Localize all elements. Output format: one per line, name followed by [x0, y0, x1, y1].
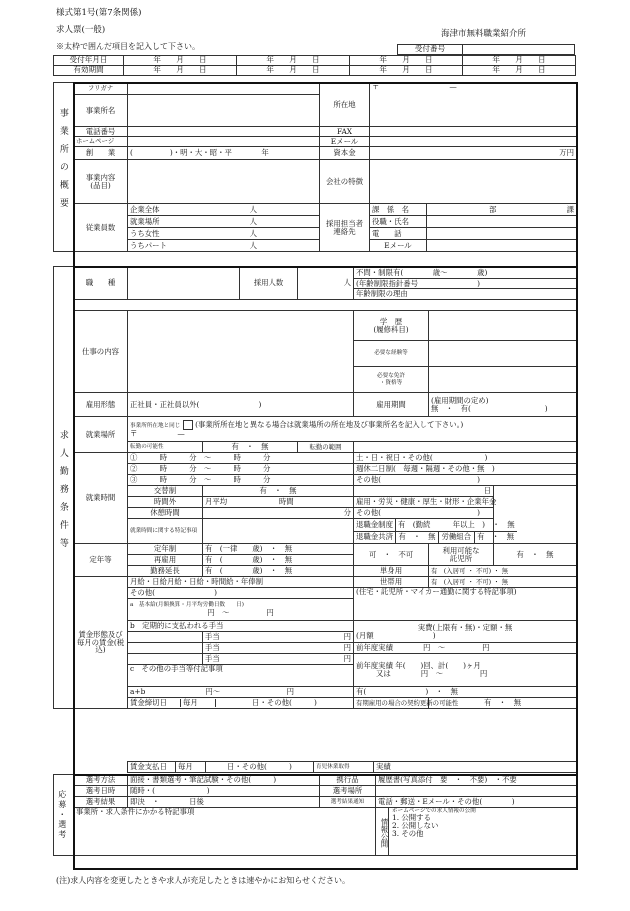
receipt-date-4[interactable]: 年 月 日	[463, 56, 576, 66]
insurance-field[interactable]: 雇用・労災・健康・厚生・財形・企業年金	[354, 497, 494, 508]
extension-field[interactable]: 有 ( 歳) ・ 無	[203, 566, 354, 577]
base-pay-field[interactable]: a 基本給(月額換算・月平均労働日数 日) 円 〜 円	[128, 599, 354, 621]
retirement-age-field[interactable]: 有 (一律 歳) ・ 無	[203, 544, 354, 555]
hire-count-field[interactable]: 人	[298, 267, 354, 300]
employment-type-field[interactable]: 正社員・正社員以外( )	[128, 393, 354, 417]
age-limit-field[interactable]: 不問・制限有( 歳〜 歳)	[354, 267, 577, 279]
receipt-number-box: 受付番号	[397, 44, 575, 55]
payday-table: 賃金支払日 毎月 日・その他( ) 育児休業取得 実績	[127, 761, 577, 773]
commute-note-field[interactable]: (住宅・託児所・マイカー通勤に関する特記事項)	[354, 588, 577, 621]
features-field[interactable]	[370, 160, 577, 204]
selection-method-field[interactable]: 面接・書類選考・筆記試験・その他( )	[128, 775, 320, 786]
employment-period-field[interactable]: (雇用期間の定め) 無 ・ 有( )	[429, 393, 577, 417]
furigana-field[interactable]	[128, 83, 320, 95]
apply-section-label: 応募・選考	[57, 790, 67, 840]
overtime-field[interactable]: 月平均 時間	[203, 497, 354, 508]
mycar-field[interactable]: 可 ・ 不可	[354, 544, 429, 566]
family-housing-field[interactable]: 有 (入居可 ・ 不可) ・ 無	[429, 577, 577, 588]
disclosure-box: 情報公開 ホームページでの求人情報の公開 1. 公開する 2. 公開しない 3. その他	[376, 808, 577, 856]
break-field[interactable]: 分	[203, 508, 354, 519]
result-notify-field[interactable]: 電話・郵送・Eメール・その他( )	[376, 797, 577, 808]
capital-field[interactable]: 万円	[370, 147, 577, 160]
retirement-mutual-field[interactable]: 有 ・ 無	[395, 531, 438, 543]
valid-date-3[interactable]: 年 月 日	[350, 66, 463, 76]
shift-system-field[interactable]: 有 ・ 無	[203, 486, 354, 497]
wage-other-field[interactable]: その他( )	[128, 588, 354, 599]
education-field[interactable]	[429, 311, 577, 341]
form-title: 求人票(一般)	[56, 25, 106, 35]
annual-holiday-field[interactable]: 日	[354, 486, 494, 497]
transfer-field[interactable]: 有 ・ 無	[203, 442, 298, 453]
job-section: 職 種 採用人数 人 不問・制限有( 歳〜 歳) (年齢制限指針番号 ) 年齢制限の理由 仕事の内容 学 歴 (履修科目) 必要な経験等 必要な免許 ・資格等 雇用形態 正社員・正社員以外( ) 雇用期間 (雇用期間の定め) 無 ・ 有( ) 就業場所 事業所所在地と同じ (事業所所在地と異なる場合は就業場所の所在地及び事業所名を記入して下さい。) 〒 — 転勤の可能性 有 ・ 無 転勤の範囲 就業時間 ① 時 分 〜 時 分 土・日・祝日・その他( ) ② 時 分 〜 時 分 週休二日制( 毎週・隔週・その他・無 ) ③ 時 分 〜 時 分 その他( ) 交替制 有 ・ 無 日 時間外 月平均 時間 雇用・労災・健康・厚生・財形・企業年金 休憩時間 分 その他( ) 就業時間に関する特記事項 退職金制度 有 (勤続 年以上 ) ・ 無 退職金共済 有 ・ 無 労働組合 有 ・ 無 定年等 定年制 有 (一律 歳) ・ 無 可 ・ 不可 利用可能な 託児所 有 ・ 無 再雇用 有 ( 歳) ・ 無 勤務延長 有 ( 歳) ・ 無 単身用 有 (入居可 ・ 不可) ・ 無 賃金形態及び毎月の賃金(税込) 月給・日給月給・日給・時間給・年俸制 世帯用 有 (入居可 ・ 不可) ・ 無 その他( ) (住宅・託児所・マイカー通勤に関する特記事項) a 基本給(月額換算・月平均労働日数 日) 円 〜 円 b 定期的に支払われる手当 実費(上限有・無)・定額・無 (月額 ) 手当 円 手当 円 前年度実績 円 〜 円 手当 円 前年度実績 年( )回、計( )ヶ月 又は 円 〜 円 c その他の手当等付記事項 a+b 円〜 円 有( ) ・ 無 賃金締切日 毎月 日・その他( ) 有期雇用の場合の契約更新の可能性 有 ・ 無	[53, 266, 577, 709]
special-notes-field[interactable]: 事業所・求人条件にかかる特記事項	[74, 808, 376, 856]
other-allowance-field[interactable]: c その他の手当等付記事項	[128, 665, 354, 687]
employee-row-part[interactable]: うちパート 人	[128, 240, 320, 252]
valid-date-4[interactable]: 年 月 日	[463, 66, 576, 76]
employee-row-site[interactable]: 就業場所 人	[128, 216, 320, 228]
founded-field[interactable]: ( )・明・大・昭・平 年	[128, 147, 320, 160]
shift-2-field[interactable]: ② 時 分 〜 時 分	[128, 464, 354, 475]
hours-note-field[interactable]	[203, 519, 354, 544]
instruction-note: ※太枠で囲んだ項目を記入して下さい。	[56, 42, 200, 51]
union-field[interactable]: 有 ・ 無	[477, 532, 515, 542]
business-field[interactable]	[128, 160, 320, 204]
disclosure-option-3[interactable]: 3. その他	[392, 829, 424, 838]
contact-tel-field[interactable]	[427, 228, 577, 240]
childcare-leave-field[interactable]: 実績	[374, 762, 577, 773]
footer-note: (注)求人内容を変更したときや求人が充足したときは速やかにお知らせください。	[56, 876, 350, 885]
retirement-system-field[interactable]: 有 (勤続 年以上 ) ・ 無	[395, 519, 516, 531]
company-name-field[interactable]	[128, 95, 320, 127]
allowance-1-field[interactable]: 手当 円	[203, 632, 354, 643]
office-name: 海津市無料職業紹介所	[441, 29, 527, 39]
wage-type-field[interactable]: 月給・日給月給・日給・時間給・年俸制	[128, 577, 354, 588]
bonus-field[interactable]: 前年度実績 年( )回、計( )ヶ月 又は 円 〜 円	[354, 654, 577, 687]
receipt-date-3[interactable]: 年 月 日	[350, 56, 463, 66]
apply-section: 選考方法 面接・書類選考・筆記試験・その他( ) 携行品 履歴書(写真添付 要 ・ 不要) ・不要 選考日時 随時・( ) 選考場所 選考結果 即決 ・ 日後 選考結果通知 電話・郵送・Eメール・その他( ) 事業所・求人条件にかかる特記事項 情報公開 ホームページでの求人情報の公開 1. 公開する 2. 公開しない 3. その他	[53, 774, 577, 856]
company-section: フリガナ 所在地 〒 — 事業所名 電話番号 FAX ホームページ Eメール 創 業 ( )・明・大・昭・平 年 資本金 万円 事業内容 (品目) 会社の特徴 従業員数 企業全体 人 採用担当者 連絡先 課 係 名 部 課 就業場所 人 役職・氏名 うち女性 人 電 話 うちパート 人 Eメール	[53, 82, 577, 252]
company-email-field[interactable]	[370, 137, 577, 147]
employee-row-female[interactable]: うち女性 人	[128, 228, 320, 240]
commute-allowance-field[interactable]: 実費(上限有・無)・定額・無 (月額 )	[354, 621, 577, 643]
disclosure-option-2[interactable]: 2. 公開しない	[392, 821, 439, 831]
trial-field[interactable]: 有( ) ・ 無	[354, 687, 577, 698]
job-section-label: 求人勤務条件等	[57, 430, 68, 556]
contact-email-field[interactable]	[427, 240, 577, 252]
holiday-field[interactable]: 土・日・祝日・その他( )	[354, 453, 577, 464]
receipt-date-1[interactable]: 年 月 日	[124, 56, 237, 66]
selection-result-field[interactable]: 即決 ・ 日後	[128, 797, 320, 808]
license-field[interactable]	[429, 367, 577, 393]
disclosure-option-1[interactable]: 1. 公開する	[392, 813, 431, 823]
date-table: 受付年月日 年 月 日 年 月 日 年 月 日 年 月 日 有効期間 年 月 日 年 月 日 年 月 日 年 月 日	[53, 55, 576, 76]
job-content-field[interactable]	[128, 311, 354, 393]
belongings-field[interactable]: 履歴書(写真添付 要 ・ 不要) ・不要	[376, 775, 577, 786]
shift-3-field[interactable]: ③ 時 分 〜 時 分	[128, 475, 354, 486]
homepage-field[interactable]	[128, 137, 320, 147]
raise-field[interactable]: 前年度実績 円 〜 円	[354, 643, 577, 654]
contact-dept-field[interactable]: 部 課	[427, 204, 577, 216]
tel-field[interactable]	[128, 127, 320, 137]
nursery-field[interactable]: 有 ・ 無	[494, 544, 577, 566]
workplace-field[interactable]: 事業所所在地と同じ (事業所所在地と異なる場合は就業場所の所在地及び事業所名を記入して下さい。) 〒 —	[128, 417, 577, 442]
selection-date-field[interactable]: 随時・( )	[128, 786, 320, 797]
job-title-field[interactable]	[128, 267, 240, 300]
shift-1-field[interactable]: ① 時 分 〜 時 分	[128, 453, 354, 464]
allowance-3-field[interactable]: 手当 円	[203, 654, 354, 665]
form-number: 様式第1号(第7条関係)	[56, 8, 142, 18]
selection-place-field[interactable]	[376, 786, 577, 797]
transfer-range-field[interactable]	[354, 442, 577, 453]
reemployment-field[interactable]: 有 ( 歳) ・ 無	[203, 555, 354, 566]
cutoff-day-field[interactable]: 日・その他( )	[252, 698, 317, 707]
fax-field[interactable]	[370, 127, 577, 137]
company-section-label: 事業所の概要	[57, 108, 68, 216]
experience-field[interactable]	[429, 341, 577, 367]
wage-sum-field[interactable]: a+b 円〜 円	[128, 687, 354, 698]
location-field[interactable]: 〒 —	[370, 83, 577, 127]
payday-field[interactable]: 日・その他( )	[206, 762, 314, 773]
receipt-date-2[interactable]: 年 月 日	[237, 56, 350, 66]
valid-date-2[interactable]: 年 月 日	[237, 66, 350, 76]
renewal-field[interactable]: 有 ・ 無	[429, 698, 577, 709]
allowance-2-field[interactable]: 手当 円	[203, 643, 354, 654]
single-housing-field[interactable]: 有 (入居可 ・ 不可) ・ 無	[429, 566, 577, 577]
employee-row-all[interactable]: 企業全体 人	[128, 204, 320, 216]
contact-name-field[interactable]	[427, 216, 577, 228]
valid-date-1[interactable]: 年 月 日	[124, 66, 237, 76]
age-reason-field[interactable]: 年齢制限の理由	[354, 289, 577, 300]
receipt-number-field[interactable]	[463, 45, 575, 55]
